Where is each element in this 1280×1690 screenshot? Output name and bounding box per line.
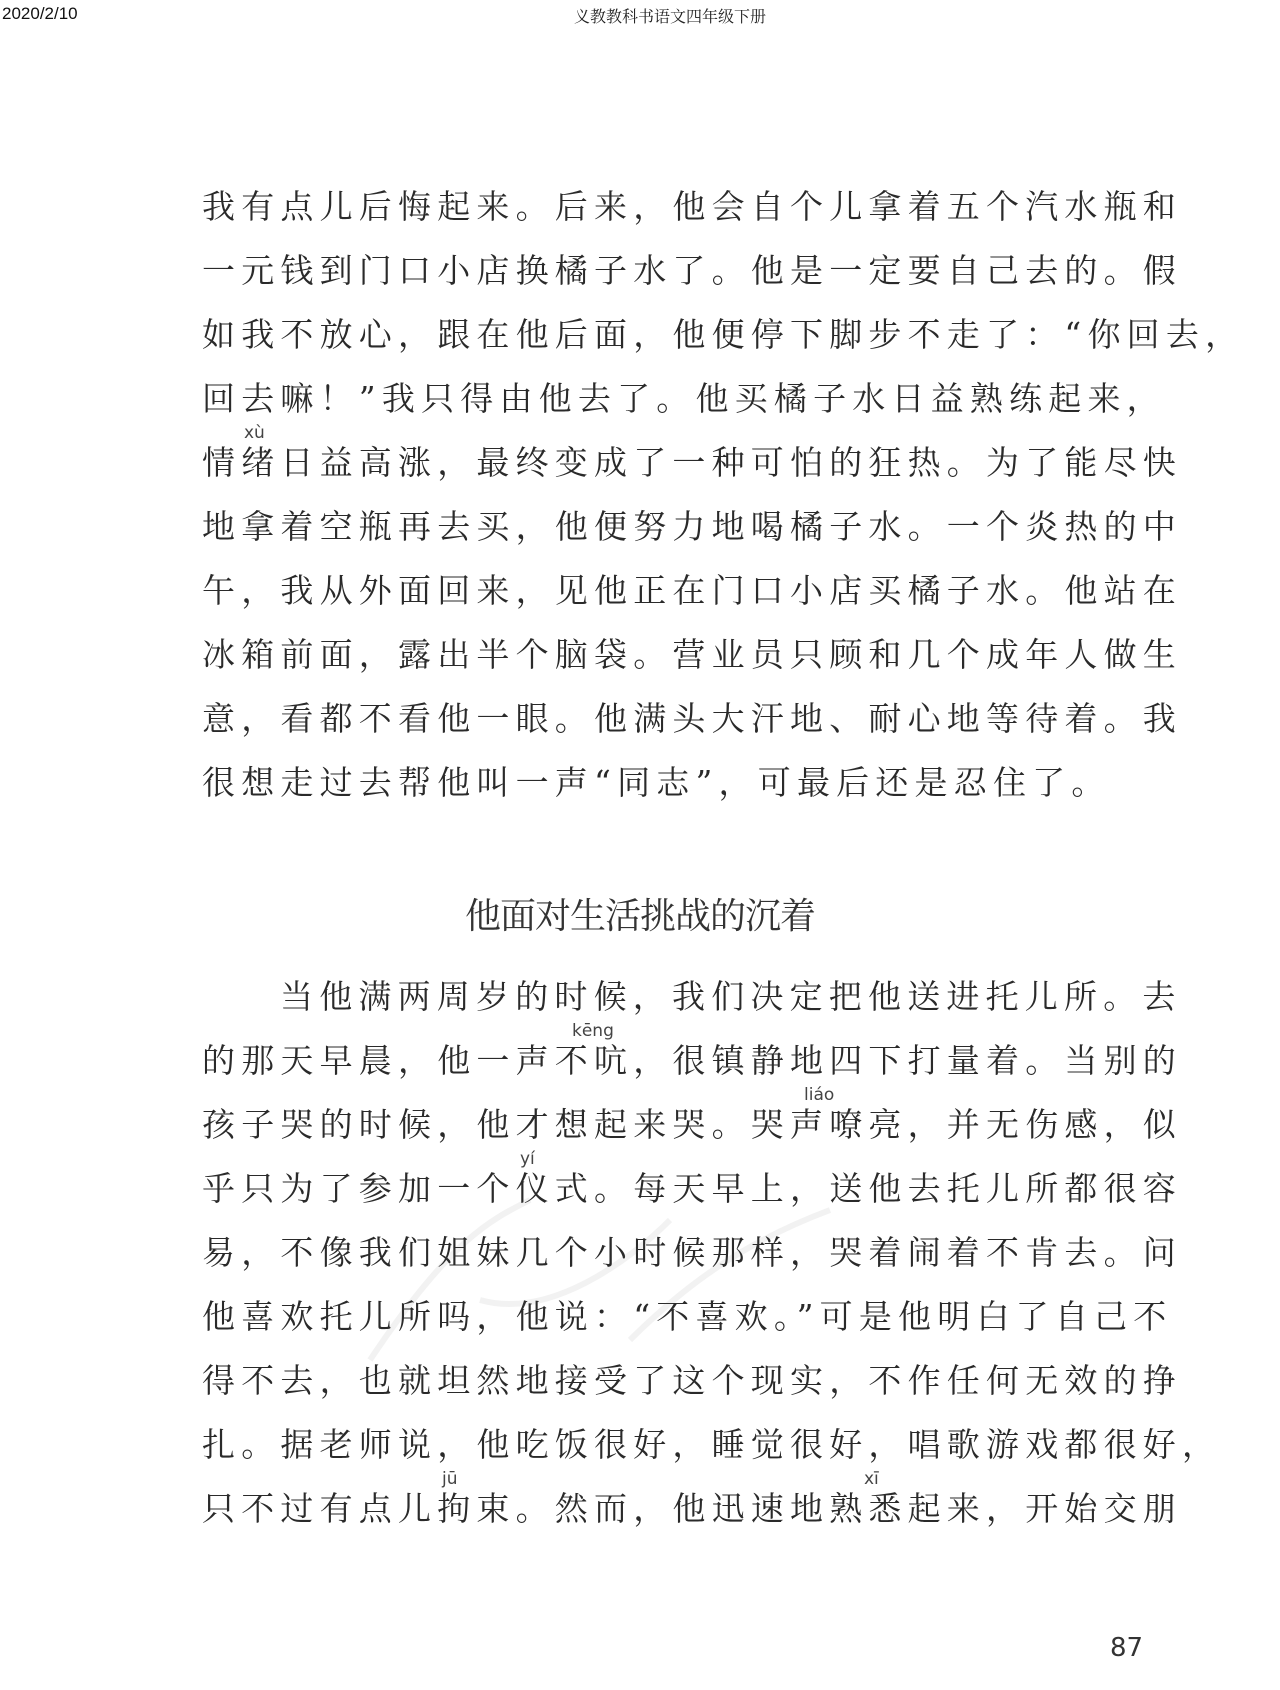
text-line-with-pinyin (202, 1149, 1182, 1221)
text-line: 意，看都不看他一眼。他满头大汗地、耐心地等待着。我 (202, 699, 1182, 738)
text-line: 当他满两周岁的时候，我们决定把他送进托儿所。去 (280, 977, 1182, 1016)
page-number: 87 (1110, 1633, 1144, 1663)
section-1-text (202, 175, 1245, 815)
pinyin-annotation: xù (244, 423, 265, 443)
text-line: 易，不像我们姐妹几个小时候那样，哭着闹着不肯去。问 (202, 1233, 1182, 1272)
text-line-with-pinyin (202, 1085, 1182, 1157)
text-line: 如我不放心，跟在他后面，他便停下脚步不走了：“你回去， (202, 315, 1245, 354)
pinyin-annotation: xī (864, 1469, 879, 1489)
text-line: 一元钱到门口小店换橘子水了。他是一定要自己去的。假 (202, 251, 1182, 290)
text-line-with-pinyin (202, 423, 1182, 495)
section-2-text (202, 965, 1222, 1541)
section-heading: 他面对生活挑战的沉着 (464, 896, 815, 937)
text-line: 冰箱前面，露出半个脑袋。营业员只顾和几个成年人做生 (202, 635, 1182, 674)
pinyin-annotation: kēng (572, 1021, 614, 1041)
text-line-with-pinyin (202, 1469, 1182, 1541)
text-line-content: 孩子哭的时候，他才想起来哭。哭声嘹亮，并无伤感，似 (202, 1105, 1182, 1144)
text-line: 回去嘛！”我只得由他去了。他买橘子水日益熟练起来， (202, 379, 1166, 418)
text-line: 地拿着空瓶再去买，他便努力地喝橘子水。一个炎热的中 (202, 507, 1182, 546)
pinyin-annotation: jū (442, 1469, 458, 1489)
text-line: 扎。据老师说，他吃饭很好，睡觉很好，唱歌游戏都很好， (202, 1425, 1222, 1464)
text-line: 得不去，也就坦然地接受了这个现实，不作任何无效的挣 (202, 1361, 1182, 1400)
pinyin-annotation: yí (520, 1149, 535, 1169)
text-line-content: 情绪日益高涨，最终变成了一种可怕的狂热。为了能尽快 (202, 443, 1182, 482)
header-date: 2020/2/10 (2, 4, 78, 23)
pinyin-annotation: liáo (804, 1085, 835, 1105)
text-line: 午，我从外面回来，见他正在门口小店买橘子水。他站在 (202, 571, 1182, 610)
text-line-content: 只不过有点儿拘束。然而，他迅速地熟悉起来，开始交朋 (202, 1489, 1182, 1528)
text-line: 很想走过去帮他叫一声“同志”，可最后还是忍住了。 (202, 763, 1111, 802)
text-line: 我有点儿后悔起来。后来，他会自个儿拿着五个汽水瓶和 (202, 187, 1182, 226)
text-line-with-pinyin (202, 1021, 1182, 1093)
header-title: 义教教科书语文四年级下册 (573, 7, 766, 26)
text-line: 他喜欢托儿所吗，他说：“不喜欢。”可是他明白了自己不 (202, 1297, 1173, 1336)
text-line-content: 的那天早晨，他一声不吭，很镇静地四下打量着。当别的 (202, 1041, 1182, 1080)
text-line-content: 乎只为了参加一个仪式。每天早上，送他去托儿所都很容 (202, 1169, 1182, 1208)
